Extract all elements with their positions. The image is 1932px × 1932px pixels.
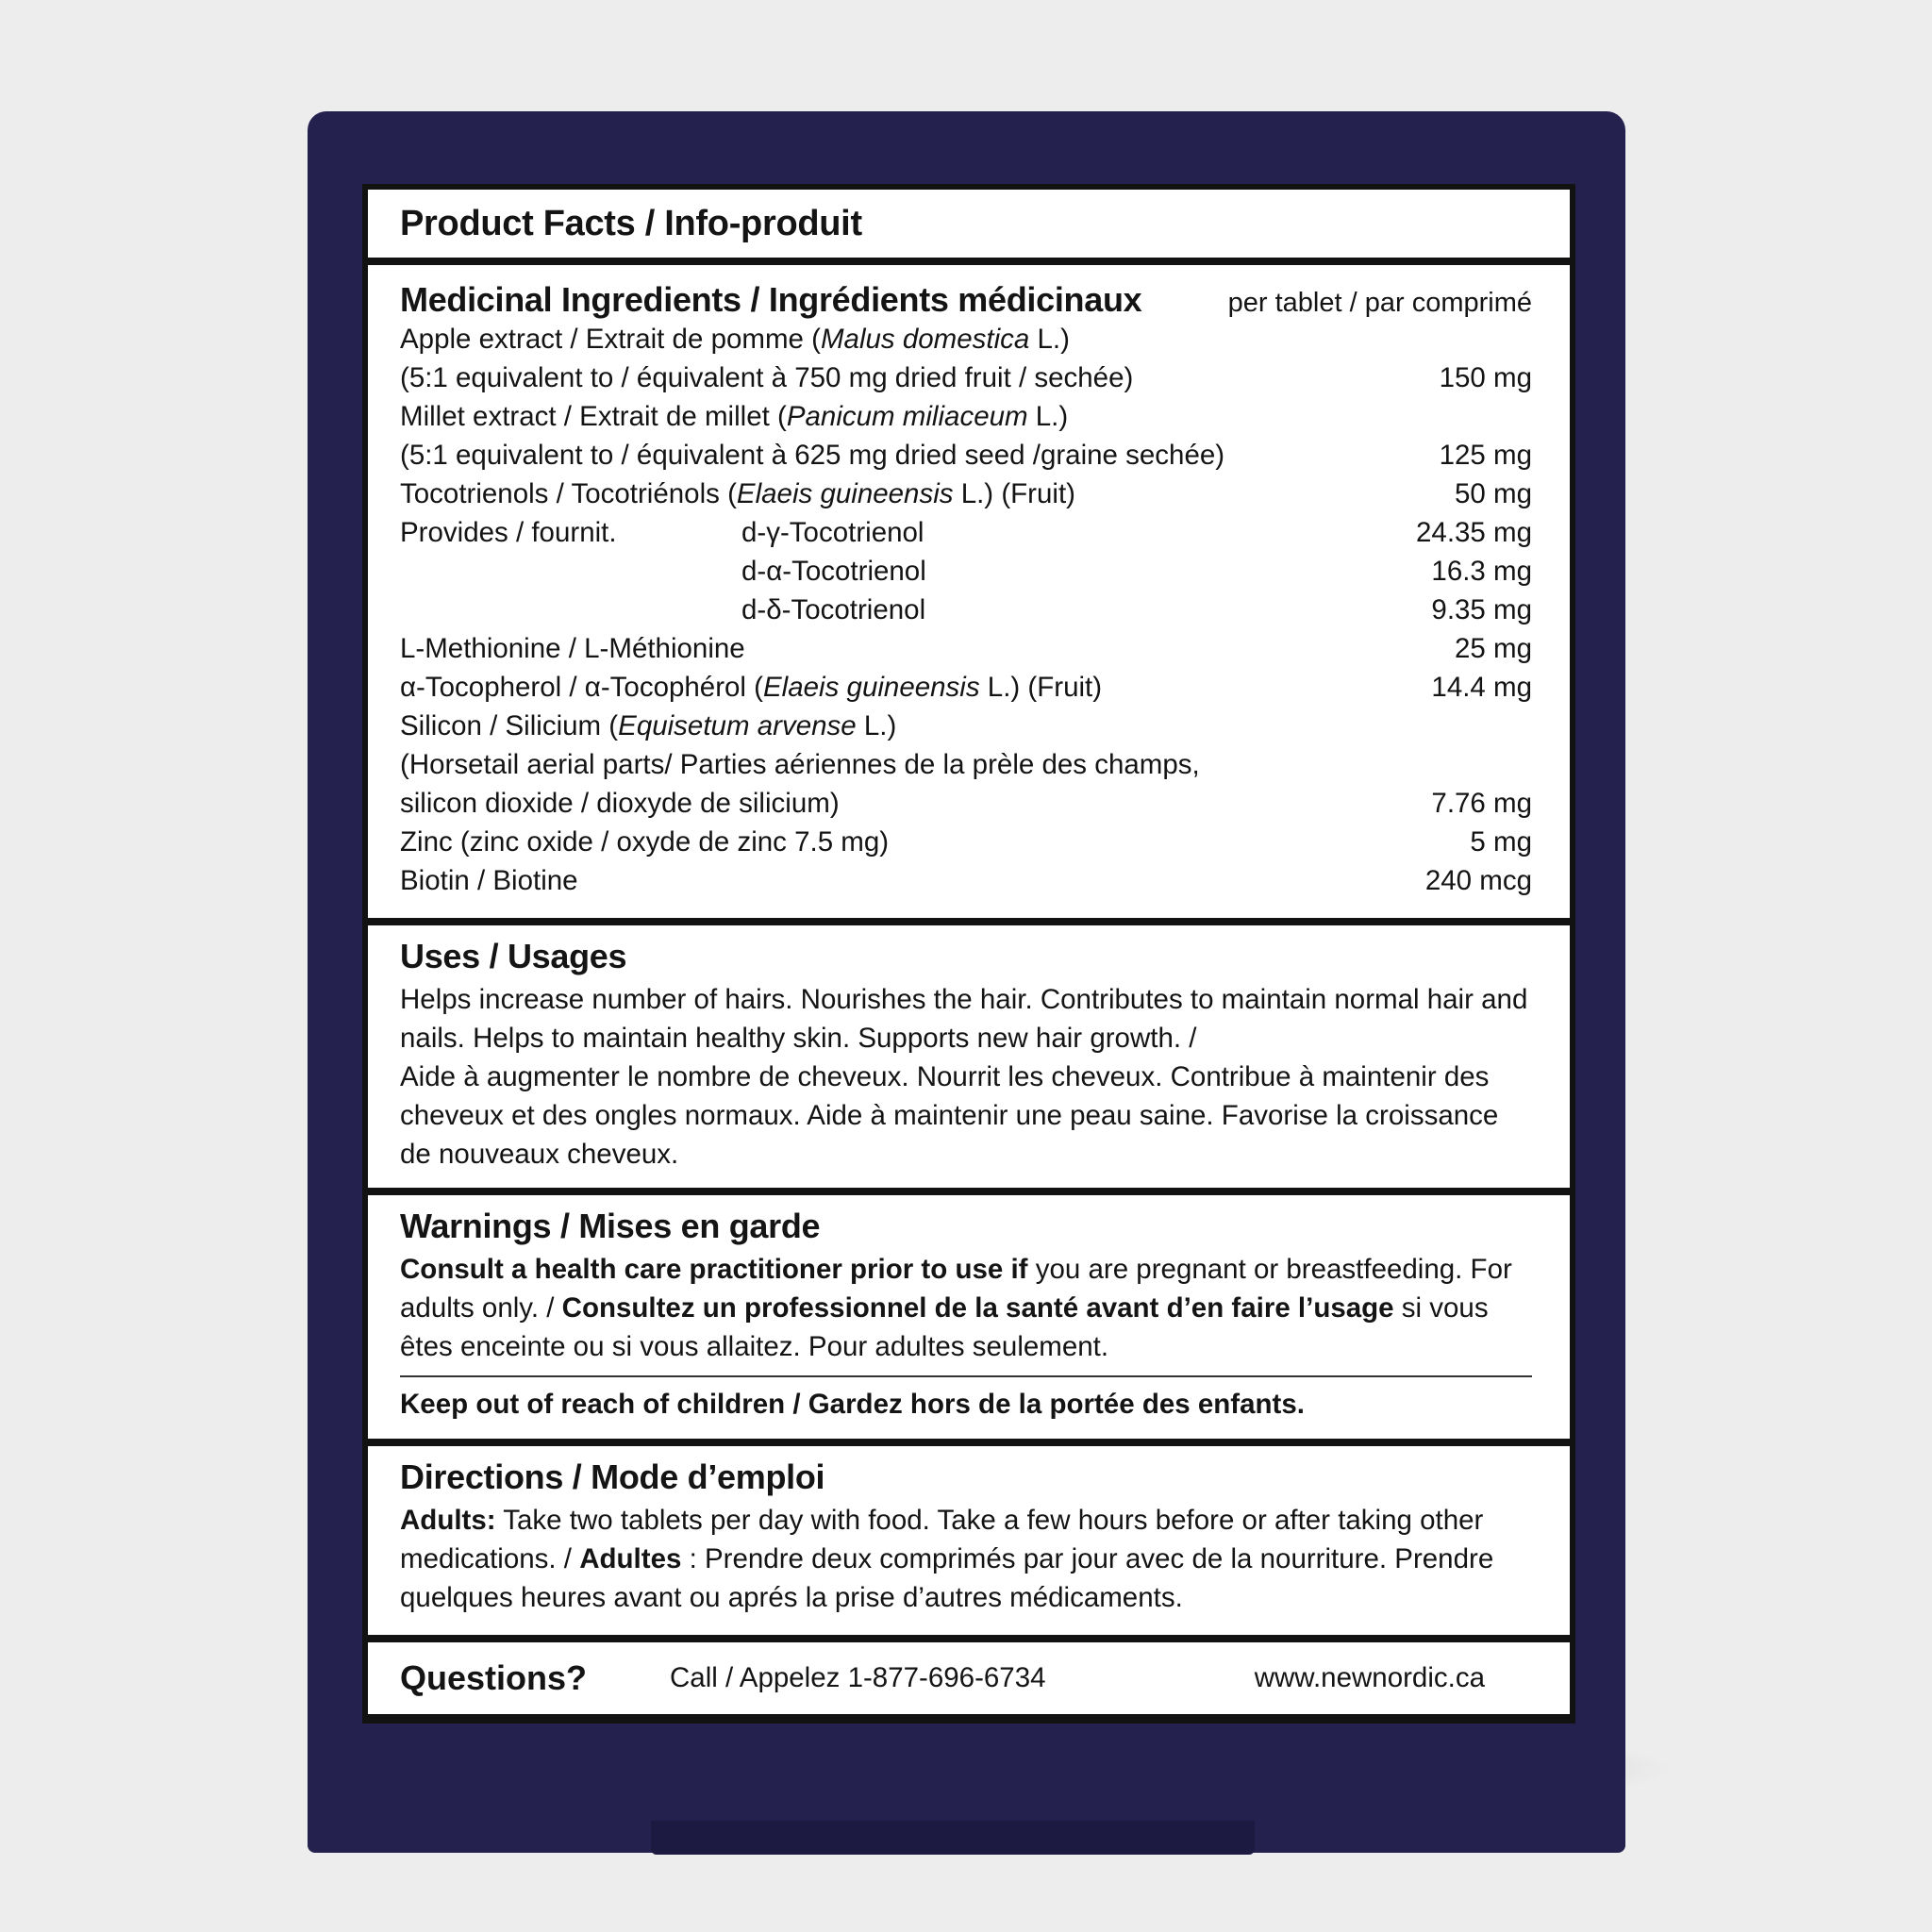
ingredient-name: L-Methionine / L-Méthionine	[400, 633, 745, 664]
ingredient-row	[400, 475, 1532, 513]
latin-name: Elaeis guineensis	[736, 478, 954, 509]
directions-text-fr: : Prendre deux comprimés par jour avec de la nourriture. Prendre quelques heures avant ou aprés la prise d’autres médicaments.	[400, 1543, 1494, 1613]
ingredient-amount: 5 mg	[1470, 826, 1532, 858]
directions-emphasis: Adultes	[579, 1543, 682, 1574]
ingredients-header	[400, 280, 1532, 320]
ingredient-name: Silicon / Silicium (	[400, 710, 619, 741]
phone-number: Call / Appelez 1-877-696-6734	[670, 1662, 1046, 1693]
ingredient-name: Zinc (zinc oxide / oxyde de zinc 7.5 mg)	[400, 826, 890, 858]
warnings-divider	[400, 1375, 1532, 1377]
ingredient-row	[400, 591, 1532, 629]
warnings-heading: Warnings / Mises en garde	[400, 1207, 821, 1245]
latin-name: Equisetum arvense	[618, 710, 857, 741]
latin-name: Malus domestica	[820, 324, 1030, 355]
ingredient-row	[400, 358, 1532, 397]
ingredient-name: Apple extract / Extrait de pomme (	[400, 324, 821, 355]
ingredient-amount: 24.35 mg	[1416, 517, 1532, 548]
ingredient-row	[400, 784, 1532, 823]
per-tablet-note: per tablet / par comprimé	[1227, 288, 1532, 318]
uses-panel	[368, 925, 1570, 1188]
ingredient-row	[400, 668, 1532, 707]
ingredient-name-suffix: L.)	[1027, 401, 1069, 432]
ingredient-name-suffix: L.)	[1029, 324, 1070, 355]
website-url: www.newnordic.ca	[1254, 1662, 1485, 1693]
directions-heading: Directions / Mode d’emploi	[400, 1457, 825, 1496]
warnings-text	[400, 1250, 1532, 1366]
ingredient-row	[400, 745, 1532, 784]
directions-emphasis: Adults:	[400, 1505, 496, 1536]
warning-emphasis: Consult a health care practitioner prior to use if	[400, 1254, 1028, 1285]
ingredient-row	[400, 436, 1532, 475]
ingredient-name-suffix: L.)	[856, 710, 897, 741]
warning-text-en: you are pregnant or breastfeeding. For adults only. /	[400, 1254, 1512, 1324]
title-panel	[368, 190, 1570, 258]
warnings-panel	[368, 1195, 1570, 1439]
sub-ingredient-name: d-δ-Tocotrienol	[741, 594, 926, 625]
keep-out-of-reach-text: Keep out of reach of children / Gardez hors de la portée des enfants.	[400, 1389, 1305, 1420]
ingredient-name-suffix: L.) (Fruit)	[953, 478, 1075, 509]
product-facts-label	[362, 184, 1575, 1724]
ingredient-name: Biotin / Biotine	[400, 865, 578, 896]
directions-text	[400, 1501, 1532, 1617]
directions-panel	[368, 1446, 1570, 1635]
ingredient-amount: 7.76 mg	[1431, 788, 1532, 819]
ingredient-detail: silicon dioxide / dioxyde de silicium)	[400, 788, 840, 819]
ingredient-detail: (5:1 equivalent to / équivalent à 625 mg dried seed /graine sechée)	[400, 440, 1225, 471]
ingredient-name-suffix: L.) (Fruit)	[979, 672, 1103, 703]
ingredient-amount: 9.35 mg	[1431, 594, 1532, 625]
uses-heading: Uses / Usages	[400, 937, 627, 975]
ingredient-row	[400, 823, 1532, 861]
ingredient-row	[400, 320, 1532, 358]
ingredient-row	[400, 552, 1532, 591]
ingredient-row	[400, 629, 1532, 668]
ingredients-heading: Medicinal Ingredients / Ingrédients médicinaux	[400, 280, 1142, 319]
box-bottom-edge	[651, 1821, 1255, 1855]
ingredient-amount: 16.3 mg	[1431, 556, 1532, 587]
ingredient-amount: 25 mg	[1455, 633, 1532, 664]
ingredient-name: Millet extract / Extrait de millet (	[400, 401, 787, 432]
latin-name: Panicum miliaceum	[786, 401, 1028, 432]
provides-label: Provides / fournit.	[400, 517, 617, 548]
ingredient-amount: 150 mg	[1439, 362, 1532, 393]
ingredient-amount: 14.4 mg	[1431, 672, 1532, 703]
questions-panel	[368, 1642, 1570, 1714]
ingredients-panel	[368, 265, 1570, 918]
latin-name: Elaeis guineensis	[763, 672, 980, 703]
uses-text-fr: Aide à augmenter le nombre de cheveux. Nourrit les cheveux. Contribue à maintenir des cheveux et des ongles normaux. Aide à maintenir une peau saine. Favorise la croissance de nouveaux cheveux.	[400, 1061, 1499, 1170]
label-title: Product Facts / Info-produit	[400, 203, 862, 243]
ingredient-row	[400, 861, 1532, 900]
questions-heading: Questions?	[400, 1658, 588, 1697]
ingredient-name: Tocotrienols / Tocotriénols (	[400, 478, 737, 509]
ingredient-amount: 125 mg	[1439, 440, 1532, 471]
ingredient-row	[400, 513, 1532, 552]
ingredient-amount: 50 mg	[1455, 478, 1532, 509]
ingredient-detail: (5:1 equivalent to / équivalent à 750 mg dried fruit / sechée)	[400, 362, 1134, 393]
warning-text-fr: si vous êtes enceinte ou si vous allaitez. Pour adultes seulement.	[400, 1292, 1489, 1362]
ingredient-name: α-Tocopherol / α-Tocophérol (	[400, 672, 763, 703]
ingredient-amount: 240 mcg	[1424, 865, 1532, 896]
ingredient-detail: (Horsetail aerial parts/ Parties aériennes de la prèle des champs,	[400, 749, 1200, 780]
uses-text-en: Helps increase number of hairs. Nourishes the hair. Contributes to maintain normal hair and nails. Helps to maintain healthy skin. Supports new hair growth. /	[400, 984, 1528, 1054]
sub-ingredient-name: d-α-Tocotrienol	[741, 556, 926, 587]
sub-ingredient-name: d-γ-Tocotrienol	[741, 517, 924, 548]
ingredient-row	[400, 397, 1532, 436]
directions-text-en: Take two tablets per day with food. Take a few hours before or after taking other medications. /	[400, 1505, 1484, 1574]
ingredient-row	[400, 707, 1532, 745]
warning-emphasis: Consultez un professionnel de la santé avant d’en faire l’usage	[561, 1292, 1394, 1324]
